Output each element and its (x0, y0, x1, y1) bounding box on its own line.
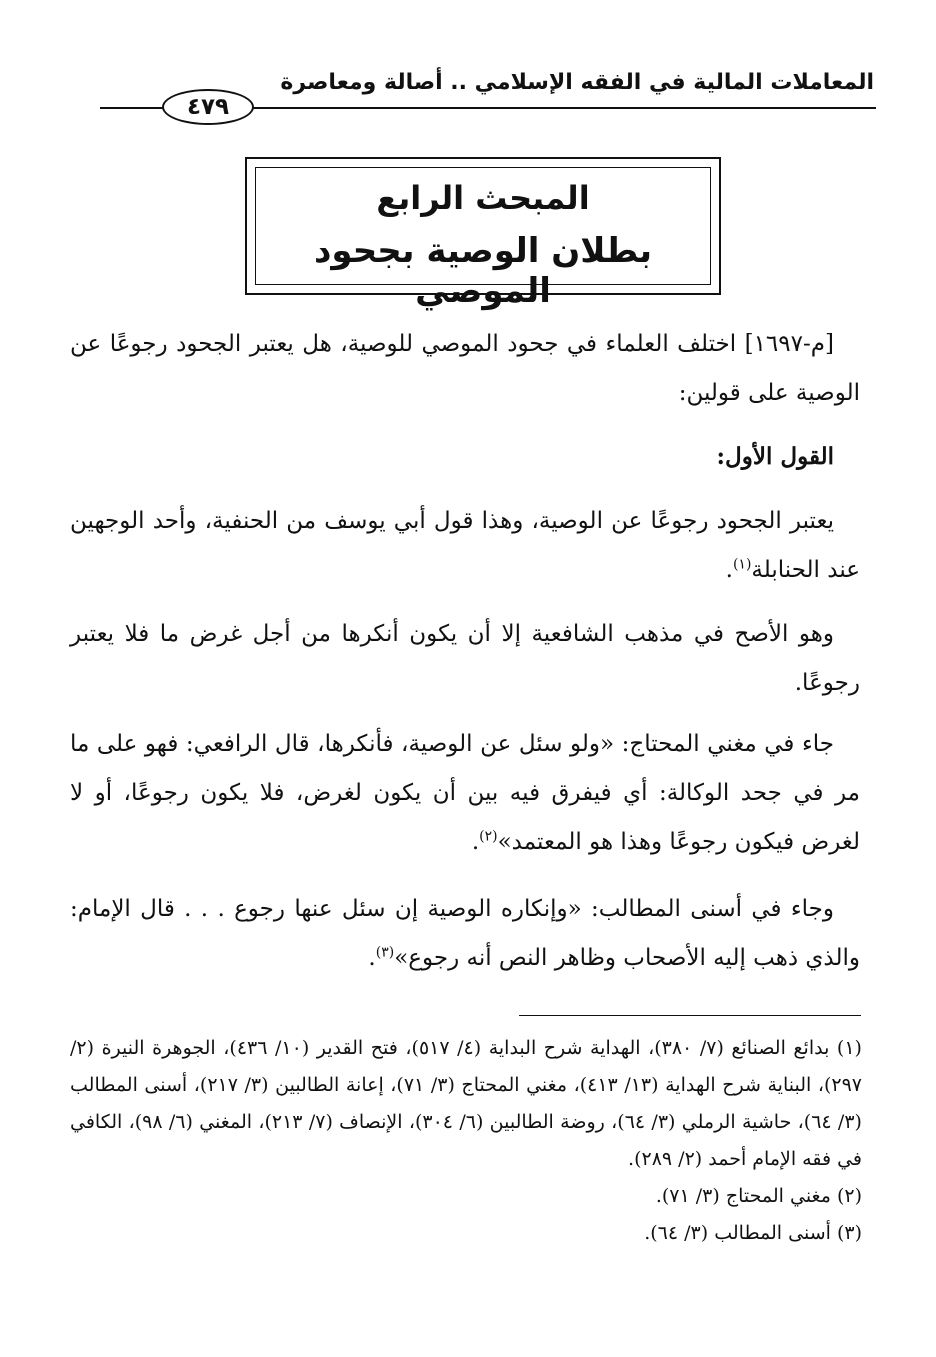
paragraph-first-opinion-text (70, 497, 860, 595)
paragraph-asna-quote-text (70, 885, 860, 983)
paragraph-intro-text: [م-١٦٩٧] اختلف العلماء في جحود الموصي للوصية، هل يعتبر الجحود رجوعًا عن الوصية على قولين: (70, 331, 860, 406)
chapter-title: بطلان الوصية بجحود الموصي (313, 231, 653, 311)
section-label: المبحث الرابع (376, 179, 590, 217)
footnote-ref-3: (٣) (375, 944, 395, 961)
running-header-title: المعاملات المالية في الفقه الإسلامي .. أصالة ومعاصرة (280, 70, 874, 95)
paragraph-first-opinion-body: يعتبر الجحود رجوعًا عن الوصية، وهذا قول أبي يوسف من الحنفية، وأحد الوجهين عند الحنابلة (70, 508, 860, 583)
paragraph-mughni-quote-body: جاء في مغني المحتاج: «ولو سئل عن الوصية، فأنكرها، قال الرافعي: فهو على ما مر في جحد الوكالة: أي فيفرق فيه بين أن يكون لغرض، فلا يكون رجوعًا، أو لا لغرض فيكون رجوعًا وهذا هو المعتمد» (70, 731, 860, 855)
footnote-ref-2: (٢) (479, 828, 498, 845)
heading-first-opinion: القول الأول: (716, 443, 834, 470)
paragraph-asna-quote-body: وجاء في أسنى المطالب: «وإنكاره الوصية إن سئل عنها رجوع . . . قال الإمام: والذي ذهب إليه الأصحاب وظاهر النص أنه رجوع» (70, 896, 860, 971)
footnote-2: (٢) مغني المحتاج (٣/ ٧١). (655, 1185, 862, 1207)
paragraph-asna-quote-end: . (368, 945, 376, 971)
paragraph-mughni-quote (70, 720, 860, 867)
footnote-ref-1: (١) (732, 556, 752, 573)
footnote-3: (٣) أسنى المطالب (٣/ ٦٤). (644, 1222, 862, 1244)
paragraph-shafii-text: وهو الأصح في مذهب الشافعية إلا أن يكون أنكرها من أجل غرض ما فلا يعتبر رجوعًا. (70, 621, 860, 696)
page-number: ٤٧٩ (162, 89, 254, 125)
paragraph-asna-quote (70, 885, 860, 983)
paragraph-first-opinion (70, 497, 860, 595)
paragraph-first-opinion-end: . (725, 557, 733, 583)
paragraph-intro (70, 320, 860, 418)
footnotes (70, 1030, 862, 1252)
chapter-title-frame (245, 157, 721, 311)
footnote-separator (519, 1015, 861, 1016)
footnote-1: (١) بدائع الصنائع (٧/ ٣٨٠)، الهداية شرح البداية (٤/ ٥١٧)، فتح القدير (١٠/ ٤٣٦)، الجوهرة النيرة (٢/ ٢٩٧)، البناية شرح الهداية (١٣/ ٤١٣)، مغني المحتاج (٣/ ٧١)، إعانة الطالبين (٣/ ٢١٧)، أسنى المطالب (٣/ ٦٤)، حاشية الرملي (٣/ ٦٤)، روضة الطالبين (٦/ ٣٠٤)، الإنصاف (٧/ ٢١٣)، المغني (٦/ ٩٨)، الكافي في فقه الإمام أحمد (٢/ ٢٨٩). (70, 1037, 862, 1170)
paragraph-shafii (70, 610, 860, 708)
paragraph-mughni-quote-end: . (471, 829, 480, 855)
heading-first-opinion-block (70, 432, 860, 481)
paragraph-mughni-quote-text (70, 720, 860, 867)
